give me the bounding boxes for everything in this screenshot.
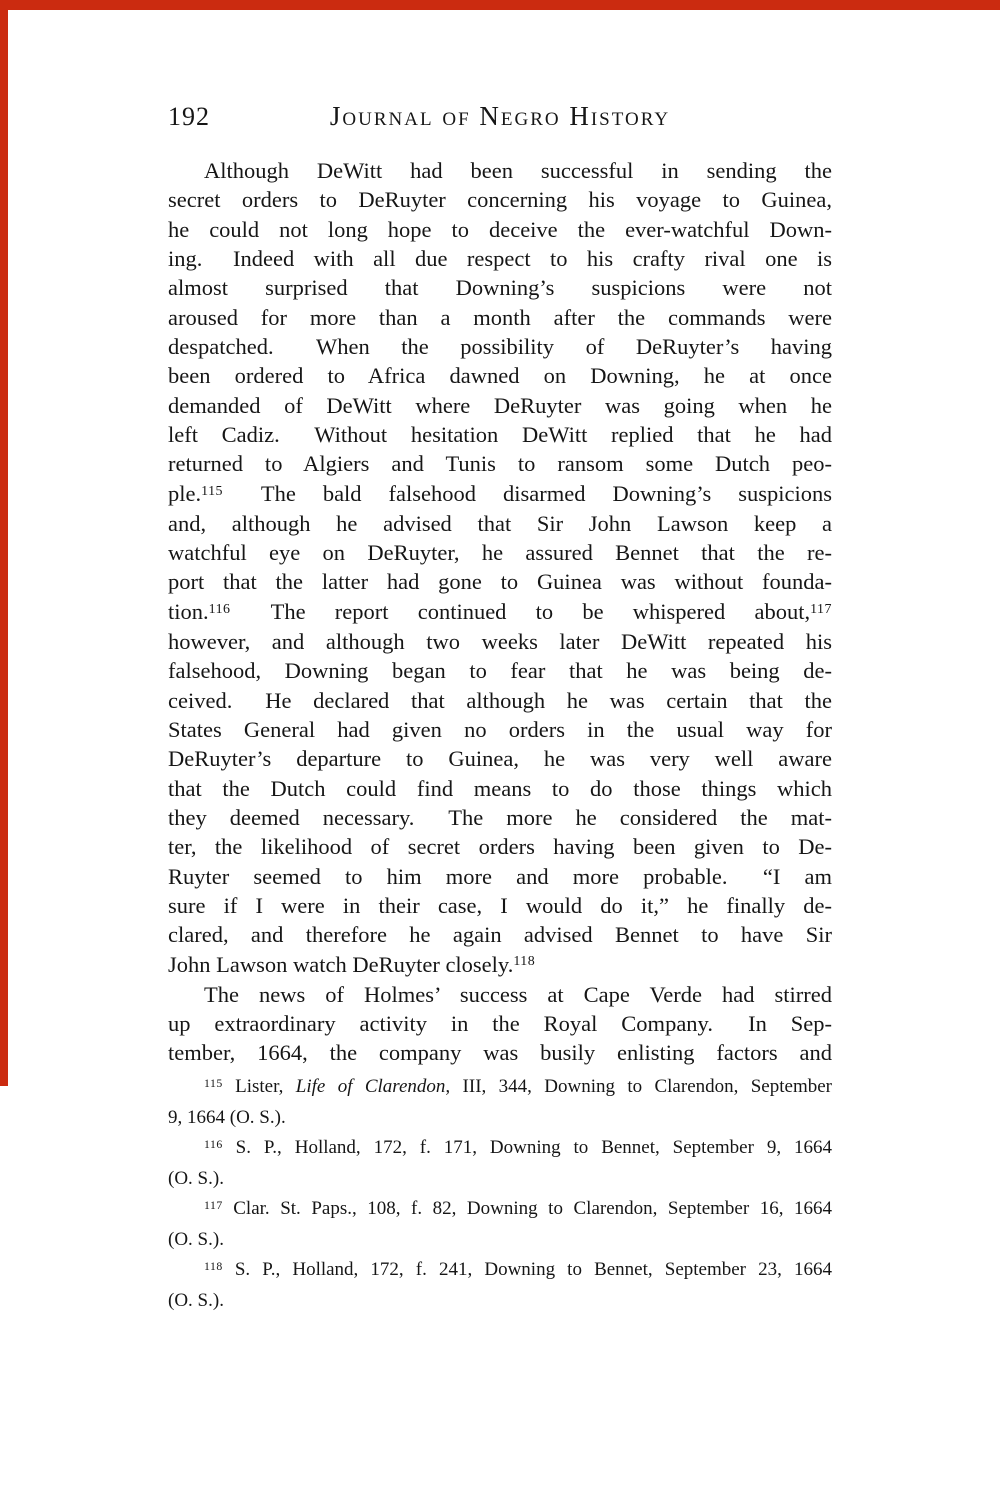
footnote-line: [168, 1072, 832, 1103]
running-head: [168, 101, 832, 131]
body-text-line: [168, 920, 832, 949]
text-segment: Clar. St. Paps., 108, f. 82, Downing to Clarendon, September 16, 1664: [222, 1198, 832, 1219]
body-text-line: [168, 538, 832, 567]
text-segment: ing. Indeed with all due respect to his crafty rival one is: [168, 246, 832, 272]
text-segment: clared, and therefore he again advised Bennet to have Sir: [168, 922, 832, 948]
text-segment: (O. S.).: [168, 1168, 224, 1189]
body-text-line: [168, 244, 832, 273]
text-segment: DeRuyter’s departure to Guinea, he was very well aware: [168, 746, 832, 772]
body-text-line: [168, 627, 832, 656]
text-segment: Ruyter seemed to him more and more probable. “I am: [168, 863, 832, 889]
text-segment: despatched. When the possibility of DeRuyter’s having: [168, 334, 832, 360]
text-segment: secret orders to DeRuyter concerning his voyage to Guinea,: [168, 187, 832, 213]
text-segment: (O. S.).: [168, 1229, 224, 1250]
text-segment: watchful eye on DeRuyter, he assured Bennet that the re-: [168, 540, 832, 566]
text-segment: S. P., Holland, 172, f. 171, Downing to Bennet, September 9, 1664: [222, 1137, 832, 1158]
body-text-line: [168, 715, 832, 744]
body-text-line: [168, 1038, 832, 1067]
footnote-line: [168, 1286, 832, 1316]
body-text-line: [168, 332, 832, 361]
italic-work-title: Life of Clarendon,: [295, 1076, 451, 1097]
scan-edge-mark-top: [0, 0, 1000, 10]
superscript-footnote-number: 115: [204, 1076, 223, 1090]
body-text-line: [168, 185, 832, 214]
text-segment: left Cadiz. Without hesitation DeWitt replied that he had: [168, 422, 832, 448]
body-text-line: [168, 361, 832, 390]
text-segment: III, 344, Downing to Clarendon, September: [450, 1076, 832, 1097]
text-segment: up extraordinary activity in the Royal Company. In Sep-: [168, 1010, 832, 1036]
text-segment: Lister,: [222, 1076, 296, 1097]
text-segment: sure if I were in their case, I would do it,” he finally de-: [168, 892, 832, 918]
footnote-line: [168, 1133, 832, 1164]
body-text: [168, 156, 832, 1068]
body-text-line: [168, 420, 832, 449]
body-text-line: [168, 656, 832, 685]
text-segment: and, although he advised that Sir John Lawson keep a: [168, 510, 832, 536]
footnote-line: [168, 1255, 832, 1286]
text-segment: The report continued to be whispered about,: [230, 598, 811, 624]
text-segment: almost surprised that Downing’s suspicions were not: [168, 275, 832, 301]
text-segment: The news of Holmes’ success at Cape Verde had stirred: [204, 981, 832, 1007]
text-segment: been ordered to Africa dawned on Downing, he at once: [168, 363, 832, 389]
footnote-line: [168, 1164, 832, 1194]
body-text-line: [168, 686, 832, 715]
body-text-line: [168, 449, 832, 478]
superscript-footnote-number: 117: [810, 601, 832, 617]
text-segment: ple.: [168, 480, 202, 506]
body-text-line: [168, 597, 832, 627]
superscript-footnote-number: 116: [204, 1137, 223, 1151]
body-text-line: [168, 567, 832, 596]
superscript-footnote-number: 116: [208, 601, 231, 617]
body-text-line: [168, 303, 832, 332]
running-title: Journal of Negro History: [329, 101, 671, 131]
body-text-line: [168, 774, 832, 803]
superscript-footnote-number: 115: [201, 483, 224, 499]
text-segment: (O. S.).: [168, 1290, 224, 1311]
text-segment: demanded of DeWitt where DeRuyter was going when he: [168, 392, 832, 418]
superscript-footnote-number: 117: [204, 1198, 223, 1212]
text-segment: returned to Algiers and Tunis to ransom some Dutch peo-: [168, 451, 832, 477]
text-segment: John Lawson watch DeRuyter closely.: [168, 951, 514, 977]
text-segment: ceived. He declared that although he was certain that the: [168, 687, 832, 713]
body-text-line: [168, 950, 832, 980]
text-segment: he could not long hope to deceive the ever-watchful Down-: [168, 216, 832, 242]
text-segment: port that the latter had gone to Guinea was without founda-: [168, 569, 832, 595]
text-segment: States General had given no orders in the usual way for: [168, 716, 832, 742]
text-segment: they deemed necessary. The more he considered the mat-: [168, 804, 832, 830]
body-text-line: [168, 832, 832, 861]
footnote-line: [168, 1194, 832, 1225]
body-text-line: [168, 744, 832, 773]
superscript-footnote-number: 118: [513, 954, 536, 970]
body-text-line: [168, 862, 832, 891]
body-text-line: [168, 980, 832, 1009]
footnotes: [168, 1072, 832, 1316]
text-segment: Although DeWitt had been successful in sending the: [204, 158, 832, 183]
body-text-line: [168, 479, 832, 509]
text-segment: aroused for more than a month after the commands were: [168, 304, 832, 330]
body-text-line: [168, 215, 832, 244]
body-text-line: [168, 509, 832, 538]
superscript-footnote-number: 118: [204, 1259, 223, 1273]
text-segment: S. P., Holland, 172, f. 241, Downing to Bennet, September 23, 1664: [222, 1259, 832, 1280]
text-segment: 9, 1664 (O. S.).: [168, 1107, 286, 1128]
body-text-line: [168, 391, 832, 420]
body-text-line: [168, 891, 832, 920]
body-text-line: [168, 273, 832, 302]
body-text-line: [168, 156, 832, 185]
scan-edge-mark-left: [0, 0, 8, 1086]
footnote-line: [168, 1225, 832, 1255]
body-text-line: [168, 1009, 832, 1038]
text-segment: The bald falsehood disarmed Downing’s suspicions: [223, 480, 832, 506]
page-number: 192: [168, 102, 210, 131]
footnote-line: [168, 1103, 832, 1133]
body-text-line: [168, 803, 832, 832]
text-segment: tion.: [168, 598, 209, 624]
text-segment: ter, the likelihood of secret orders having been given to De-: [168, 834, 832, 860]
text-segment: however, and although two weeks later DeWitt repeated his: [168, 628, 832, 654]
text-segment: falsehood, Downing began to fear that he was being de-: [168, 658, 832, 684]
text-segment: tember, 1664, the company was busily enlisting factors and: [168, 1040, 832, 1066]
text-segment: that the Dutch could find means to do those things which: [168, 775, 832, 801]
